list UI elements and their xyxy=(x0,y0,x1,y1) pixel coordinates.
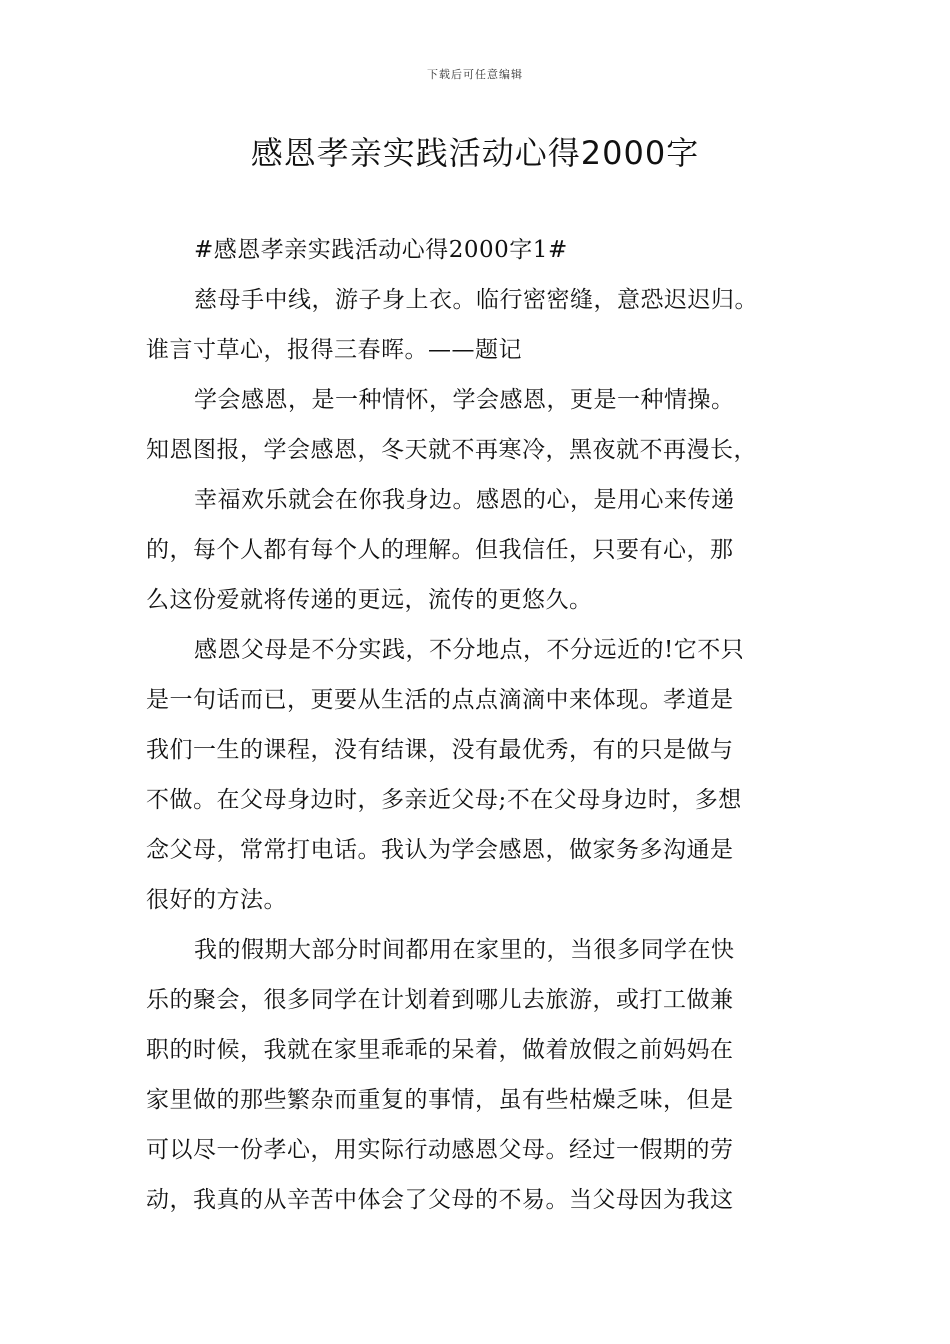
body-line: 职的时候，我就在家里乖乖的呆着，做着放假之前妈妈在 xyxy=(146,1037,734,1063)
body-line: 谁言寸草心，报得三春晖。——题记 xyxy=(146,337,522,363)
document-body xyxy=(146,225,810,1225)
body-line: 不做。在父母身边时，多亲近父母;不在父母身边时，多想 xyxy=(146,787,742,813)
body-line: #感恩孝亲实践活动心得2000字1# xyxy=(194,237,568,263)
body-line: 很好的方法。 xyxy=(146,887,287,913)
header-note: 下载后可任意编辑 xyxy=(427,68,523,81)
body-line: 知恩图报，学会感恩，冬天就不再寒冷，黑夜就不再漫长， xyxy=(146,437,757,463)
document-title: 感恩孝亲实践活动心得2000字 xyxy=(250,134,700,172)
body-line: 么这份爱就将传递的更远，流传的更悠久。 xyxy=(146,587,593,613)
body-line: 的，每个人都有每个人的理解。但我信任，只要有心，那 xyxy=(146,537,734,563)
body-line: 家里做的那些繁杂而重复的事情，虽有些枯燥乏味，但是 xyxy=(146,1087,734,1113)
body-line: 我的假期大部分时间都用在家里的，当很多同学在快 xyxy=(194,937,735,963)
body-line: 动，我真的从辛苦中体会了父母的不易。当父母因为我这 xyxy=(146,1187,734,1213)
body-line: 乐的聚会，很多同学在计划着到哪儿去旅游，或打工做兼 xyxy=(146,987,734,1013)
body-line: 是一句话而已，更要从生活的点点滴滴中来体现。孝道是 xyxy=(146,687,734,713)
body-line: 可以尽一份孝心，用实际行动感恩父母。经过一假期的劳 xyxy=(146,1137,734,1163)
body-line: 念父母，常常打电话。我认为学会感恩，做家务多沟通是 xyxy=(146,837,734,863)
body-line: 感恩父母是不分实践，不分地点，不分远近的!它不只 xyxy=(194,637,745,663)
body-line: 慈母手中线，游子身上衣。临行密密缝，意恐迟迟归。 xyxy=(194,287,758,313)
body-line: 我们一生的课程，没有结课，没有最优秀，有的只是做与 xyxy=(146,737,734,763)
body-line: 幸福欢乐就会在你我身边。感恩的心，是用心来传递 xyxy=(194,487,735,513)
body-line: 学会感恩，是一种情怀，学会感恩，更是一种情操。 xyxy=(194,387,735,413)
